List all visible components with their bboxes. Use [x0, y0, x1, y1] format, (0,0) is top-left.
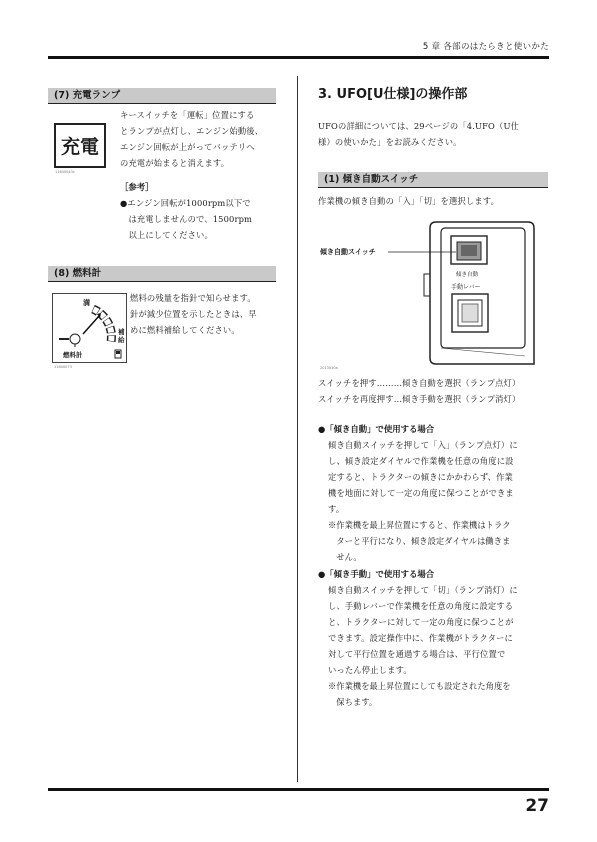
tilt-switch-figure: [318, 214, 548, 374]
text-line: 保ちます。: [328, 697, 378, 707]
ufo-intro: [318, 118, 558, 150]
section-title-charge-lamp: (7) 充電ランプ: [48, 88, 276, 104]
text-line: ※作業機を最上昇位置にしても設定された角度を: [328, 681, 511, 691]
auto-mode-heading: ●「傾き自動」で使用する場合: [318, 424, 435, 434]
tilt-auto-panel-label: 傾き自動: [456, 272, 479, 278]
tilt-switch-lead: 作業機の傾き自動の「入」「切」を選択します。: [318, 196, 500, 206]
chapter-header: 5 章 各部のはたらきと使いかた: [422, 42, 549, 52]
section-title-fuel-gauge: (8) 燃料計: [48, 266, 276, 282]
gauge-refill-label: 補給: [118, 328, 125, 344]
footer-rule: [48, 788, 549, 791]
text-line: の充電が始まると消えます。: [120, 158, 230, 168]
text-line: 傾き自動スイッチを押して「切」（ランプ消灯）に: [328, 585, 518, 595]
text-line: キースイッチを「運転」位置にする: [120, 110, 255, 120]
text-line: スイッチを再度押す…傾き手動を選択（ランプ消灯）: [318, 394, 521, 404]
manual-mode-heading: ●「傾き手動」で使用する場合: [318, 569, 435, 579]
fuel-gauge-description: [130, 290, 290, 338]
control-panel-illustration: [318, 214, 548, 374]
reference-note: [120, 195, 285, 243]
text-line: 針が減少位置を示したときは、早: [130, 309, 257, 319]
text-line: 対して平行位置を通過する場合は、平行位置で: [328, 649, 506, 659]
text-line: し、傾き設定ダイヤルで作業機を任意の角度に設: [328, 456, 514, 466]
text-line: 傾き自動スイッチを押して「入」（ランプ点灯）に: [328, 440, 518, 450]
text-line: エンジン回転が上がってバッテリへ: [120, 142, 255, 152]
auto-mode-description: [328, 437, 563, 517]
text-line: 燃料の残量を指針で知らせます。: [130, 293, 256, 303]
text-line: ※作業機を最上昇位置にすると、作業機はトラク: [328, 520, 511, 530]
header-rule: [48, 56, 549, 59]
page-number: 27: [525, 796, 549, 816]
text-line: 様）の使いかた」をお読みください。: [318, 137, 462, 147]
text-line: 以上にしてください。: [120, 230, 213, 240]
text-line: めに燃料補給してください。: [130, 325, 240, 335]
text-line: 機を地面に対して一定の角度に保つことができま: [328, 488, 514, 498]
manual-lever-panel-label: 手動レバー: [451, 284, 481, 291]
text-line: ターと平行になり、傾き設定ダイヤルは働きま: [328, 536, 511, 546]
charge-lamp-icon-label: 充電: [60, 136, 99, 158]
switch-operation-lines: [318, 375, 563, 407]
text-line: 定すると、トラクターの傾きにかかわらず、作業: [328, 472, 514, 482]
manual-mode-note: [328, 678, 563, 710]
section-title-tilt-switch: (1) 傾き自動スイッチ: [318, 172, 548, 188]
gauge-icon-code: 11640073: [54, 365, 72, 369]
text-line: UFOの詳細については、29ページの「4.UFO（U仕: [318, 121, 520, 131]
reference-heading: ［参考］: [120, 182, 154, 192]
text-line: は充電しませんので、1500rpm: [120, 214, 253, 224]
charge-lamp-description: [120, 107, 285, 171]
text-line: せん。: [328, 552, 362, 562]
gauge-name-label: 燃料計: [63, 351, 83, 359]
text-line: し、手動レバーで作業機を任意の角度に設定する: [328, 601, 514, 611]
text-line: スイッチを押す………傾き自動を選択（ランプ点灯）: [318, 378, 521, 388]
charge-icon-code: 11640043c: [55, 170, 75, 174]
figure-code: 2013010a: [320, 366, 338, 370]
auto-mode-note: [328, 517, 563, 565]
charge-lamp-icon: [54, 123, 106, 168]
section-heading-ufo: 3. UFO[U仕様]の操作部: [318, 87, 468, 102]
text-line: とランプが点灯し、エンジン始動後、: [120, 126, 264, 136]
gauge-full-label: 満: [83, 299, 90, 307]
text-line: す。: [328, 504, 345, 514]
column-divider: [297, 76, 298, 782]
text-line: と、トラクターに対して一定の角度に保つことが: [328, 617, 514, 627]
text-line: ●エンジン回転が1000rpm以下で: [120, 198, 251, 208]
fuel-gauge-illustration: [52, 293, 127, 363]
text-line: できます。設定操作中に、作業機がトラクターに: [328, 633, 514, 643]
manual-mode-description: [328, 582, 563, 678]
text-line: いったん停止します。: [328, 665, 412, 675]
tilt-switch-callout: 傾き自動スイッチ: [320, 248, 376, 256]
